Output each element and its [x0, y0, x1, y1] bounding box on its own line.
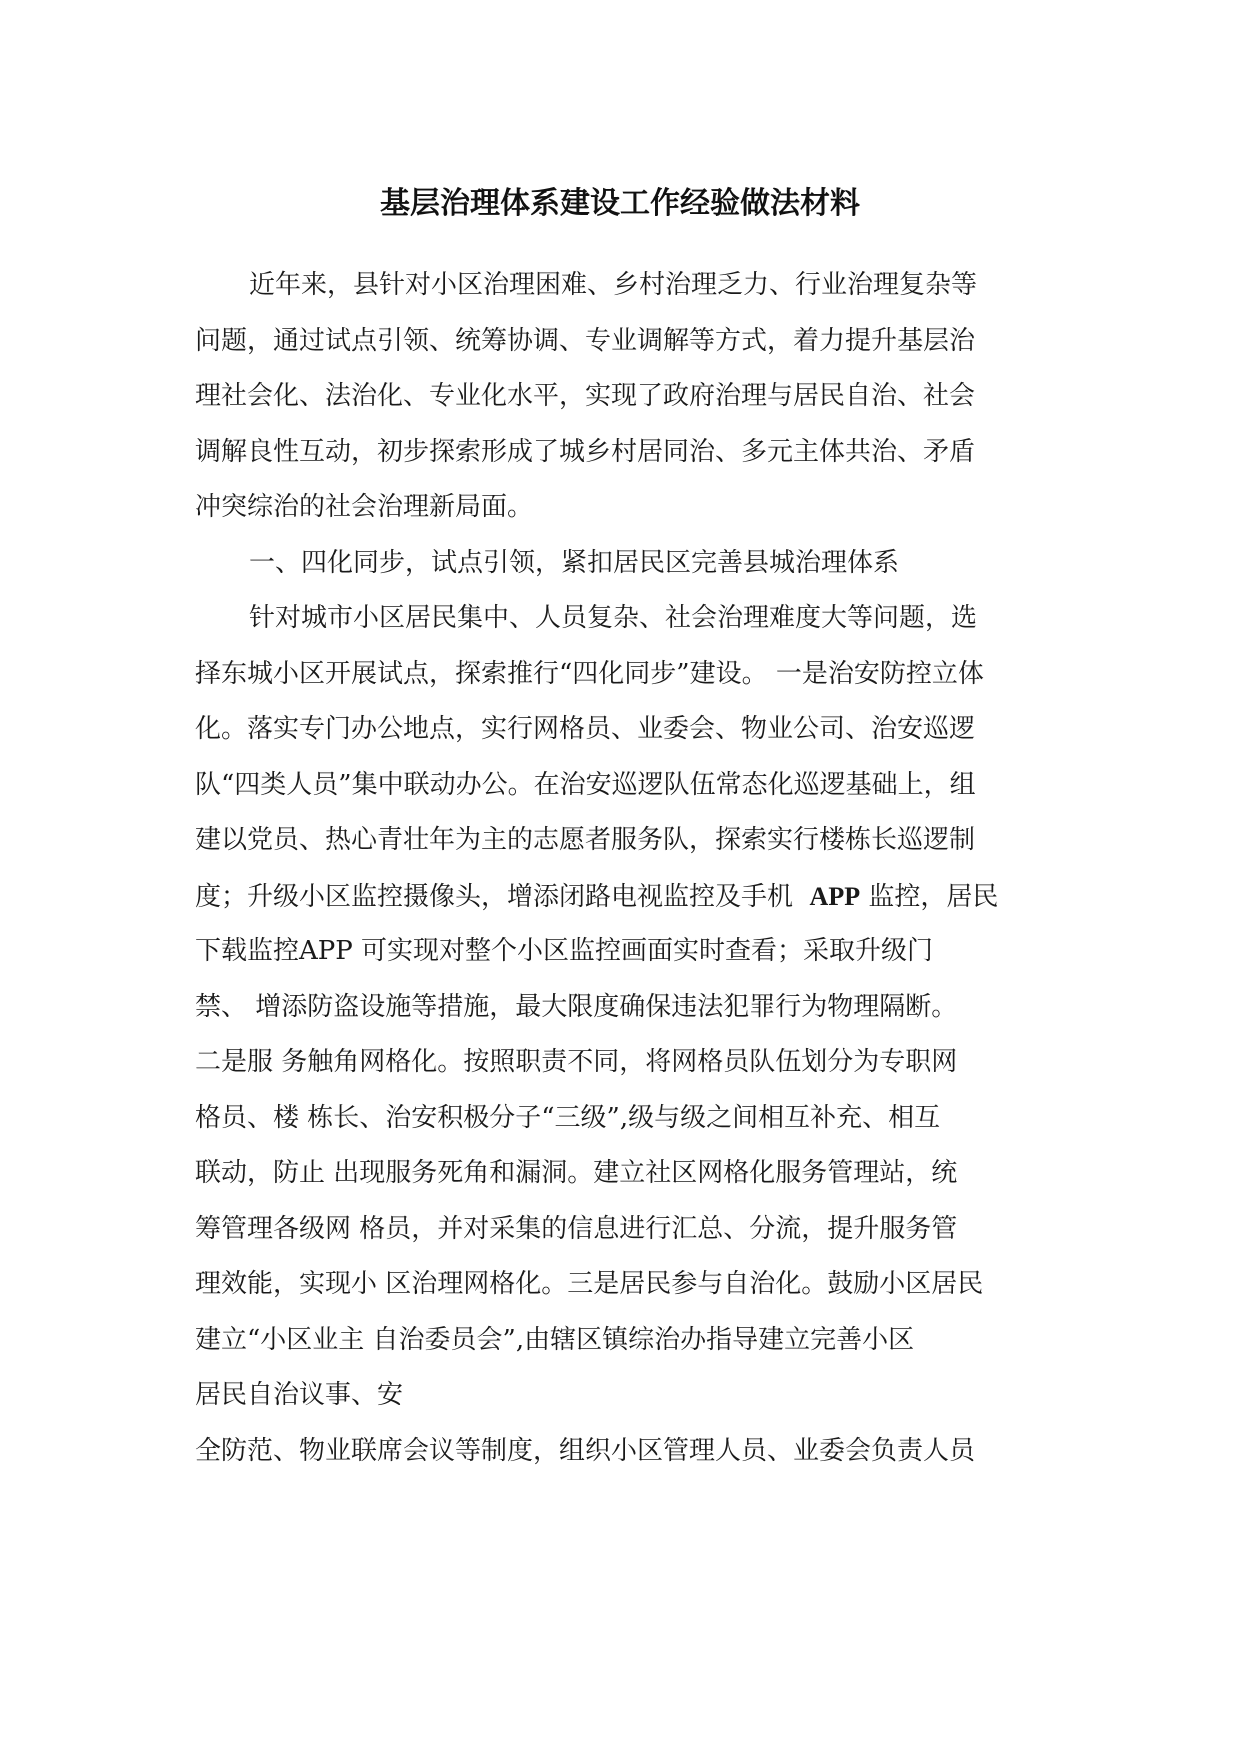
- document-title: 基层治理体系建设工作经验做法材料: [380, 186, 860, 221]
- text-line: 理效能，实现小 区治理网格化。三是居民参与自治化。鼓励小区居民: [195, 1269, 984, 1299]
- document-body: [195, 258, 1055, 1479]
- text-line: 冲突综治的社会治理新局面。: [195, 492, 534, 522]
- text-line: 近年来，县针对小区治理困难、乡村治理乏力、行业治理复杂等: [249, 270, 978, 300]
- text-line: 问题，通过试点引领、统筹协调、专业调解等方式，着力提升基层治: [195, 325, 976, 356]
- app-term: APP: [809, 881, 861, 911]
- text-line: 全防范、物业联席会议等制度，组织小区管理人员、业委会负责人员: [195, 1435, 976, 1466]
- text-line: 二是服 务触角网格化。按照职责不同，将网格员队伍划分为专职网: [195, 1047, 958, 1077]
- text-line: 化。落实专门办公地点，实行网格员、业委会、物业公司、治安巡逻: [195, 714, 976, 744]
- text-line: 建立“小区业主 自治委员会”,由辖区镇综治办指导建立完善小区: [195, 1324, 915, 1355]
- text-line: 理社会化、法治化、专业化水平，实现了政府治理与居民自治、社会: [195, 381, 976, 411]
- text-line: 联动，防止 出现服务死角和漏洞。建立社区网格化服务管理站，统: [195, 1158, 958, 1188]
- text-line: 队“四类人员”集中联动办公。在治安巡逻队伍常态化巡逻基础上，组: [195, 769, 976, 800]
- text-line: 调解良性互动，初步探索形成了城乡村居同治、多元主体共治、矛盾: [195, 436, 976, 467]
- text-segment: 监控，居民: [868, 881, 999, 912]
- text-line: 禁、 增添防盗设施等措施，最大限度确保违法犯罪行为物理隔断。: [195, 991, 958, 1022]
- text-line: 格员、楼 栋长、治安积极分子“三级”,级与级之间相互补充、相互: [195, 1102, 941, 1133]
- text-line: 居民自治议事、安: [195, 1380, 404, 1410]
- text-line: 建以党员、热心青壮年为主的志愿者服务队，探索实行楼栋长巡逻制: [195, 825, 976, 855]
- text-segment: 度；升级小区监控摄像头，增添闭路电视监控及手机: [195, 881, 794, 912]
- text-line: 下载监控APP 可实现对整个小区监控画面实时查看；采取升级门: [195, 936, 934, 966]
- text-line: 筹管理各级网 格员，并对采集的信息进行汇总、分流，提升服务管: [195, 1213, 958, 1244]
- section-heading: 一、四化同步，试点引领，紧扣居民区完善县城治理体系: [249, 547, 900, 578]
- text-line: 择东城小区开展试点，探索推行“四化同步”建设。 一是治安防控立体: [195, 658, 984, 689]
- text-line: [195, 869, 1055, 925]
- text-line: 针对城市小区居民集中、人员复杂、社会治理难度大等问题，选: [249, 603, 978, 633]
